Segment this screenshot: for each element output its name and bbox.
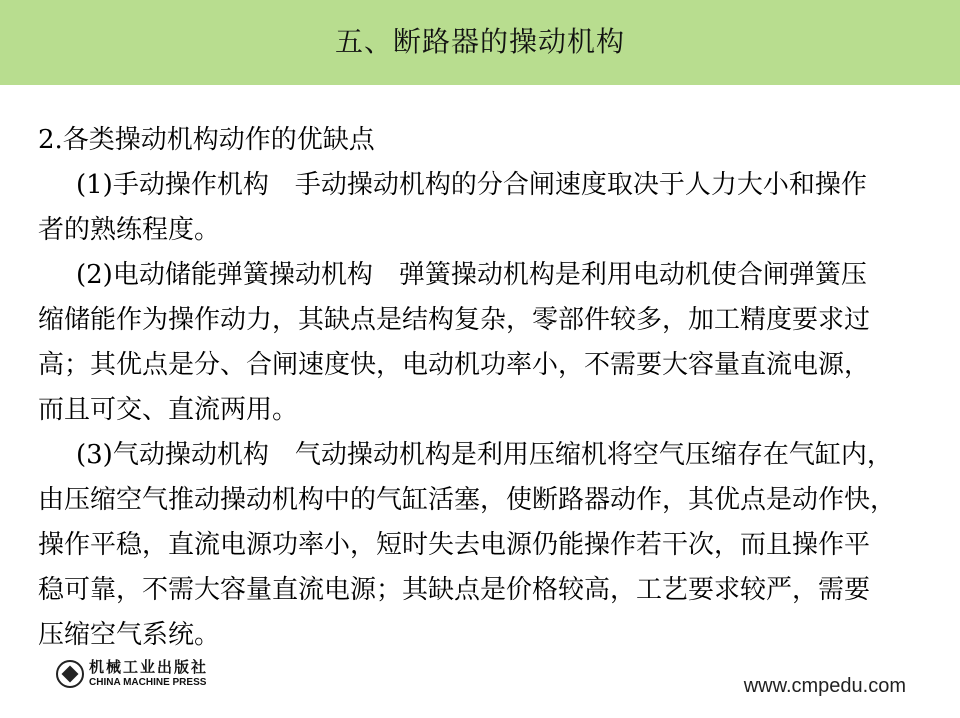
publisher-name-en: CHINA MACHINE PRESS — [89, 677, 207, 688]
paragraph-2-line-1: (2)电动储能弹簧操动机构 弹簧操动机构是利用电动机使合闸弹簧压 — [76, 260, 867, 290]
website-url: www.cmpedu.com — [743, 675, 906, 697]
paragraph-1-line-1: (1)手动操作机构 手动操动机构的分合闸速度取决于人力大小和操作 — [76, 170, 867, 200]
section-heading: 2.各类操动机构动作的优缺点 — [38, 125, 375, 155]
title-bar — [0, 0, 960, 85]
paragraph-3-line-5: 压缩空气系统。 — [38, 620, 221, 650]
paragraph-2-line-2: 缩储能作为操作动力，其缺点是结构复杂，零部件较多，加工精度要求过 — [38, 305, 871, 335]
publisher-emblem-icon — [56, 660, 84, 688]
paragraph-2-line-3: 高；其优点是分、合闸速度快，电动机功率小，不需要大容量直流电源， — [38, 350, 871, 380]
paragraph-3-line-1: (3)气动操动机构 气动操动机构是利用压缩机将空气压缩存在气缸内， — [76, 440, 893, 470]
paragraph-2-line-4: 而且可交、直流两用。 — [38, 395, 299, 425]
publisher-logo — [56, 658, 226, 694]
slide-body — [38, 118, 918, 658]
paragraph-3-line-4: 稳可靠，不需大容量直流电源；其缺点是价格较高，工艺要求较严，需要 — [38, 575, 871, 605]
paragraph-3-line-2: 由压缩空气推动操动机构中的气缸活塞，使断路器动作，其优点是动作快， — [38, 485, 897, 515]
slide-title: 五、断路器的操动机构 — [334, 25, 625, 58]
paragraph-1-line-2: 者的熟练程度。 — [38, 215, 221, 245]
publisher-name-cn: 机械工业出版社 — [89, 658, 209, 676]
paragraph-3-line-3: 操作平稳，直流电源功率小，短时失去电源仍能操作若干次，而且操作平 — [38, 530, 871, 560]
